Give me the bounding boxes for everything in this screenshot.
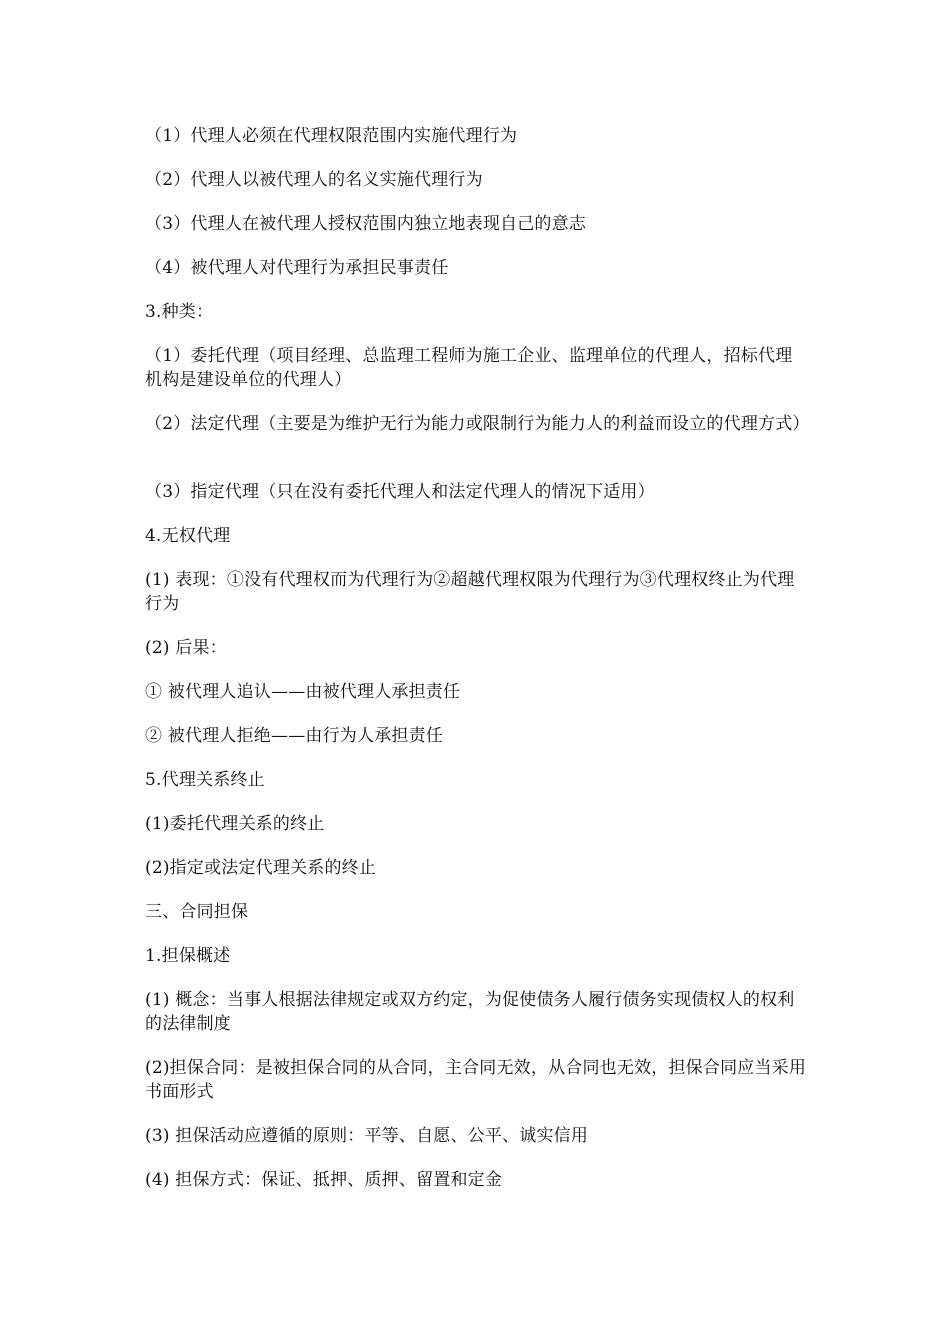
paragraph-manifestation: (1) 表现：①没有代理权而为代理行为②超越代理权限为代理行为③代理权终止为代理行为: [145, 570, 795, 614]
paragraph-entrusted-agency: （1）委托代理（项目经理、总监理工程师为施工企业、监理单位的代理人，招标代理机构是建设单位的代理人）: [145, 346, 793, 390]
paragraph-statutory-agency: （2）法定代理（主要是为维护无行为能力或限制行为能力人的利益而设立的代理方式）: [145, 414, 810, 434]
paragraph-guarantee-contract: (2)担保合同：是被担保合同的从合同，主合同无效，从合同也无效，担保合同应当采用书面形式: [145, 1058, 807, 1102]
section-heading-termination: 5.代理关系终止: [145, 770, 265, 790]
paragraph-designated-agency: （3）指定代理（只在没有委托代理人和法定代理人的情况下适用）: [145, 482, 655, 502]
paragraph-designated-statutory-termination: (2)指定或法定代理关系的终止: [145, 858, 377, 878]
section-heading-guarantee-overview: 1.担保概述: [145, 946, 231, 966]
paragraph-agent-within-authority: （1）代理人必须在代理权限范围内实施代理行为: [145, 126, 518, 146]
document-body: [145, 124, 810, 1212]
section-heading-unauthorized-agency: 4.无权代理: [145, 526, 231, 546]
section-heading-contract-guarantee: 三、合同担保: [145, 902, 249, 922]
paragraph-principal-liability: （4）被代理人对代理行为承担民事责任: [145, 258, 449, 278]
paragraph-agent-independent-will: （3）代理人在被代理人授权范围内独立地表现自己的意志: [145, 214, 587, 234]
paragraph-guarantee-methods: (4) 担保方式：保证、抵押、质押、留置和定金: [145, 1170, 503, 1190]
paragraph-guarantee-concept: (1) 概念：当事人根据法律规定或双方约定，为促使债务人履行债务实现债权人的权利的法律制度: [145, 990, 795, 1034]
paragraph-agent-in-principal-name: （2）代理人以被代理人的名义实施代理行为: [145, 170, 483, 190]
paragraph-refused: ② 被代理人拒绝——由行为人承担责任: [145, 726, 444, 746]
section-heading-types: 3.种类：: [145, 302, 214, 322]
paragraph-entrusted-termination: (1)委托代理关系的终止: [145, 814, 325, 834]
paragraph-consequences: (2) 后果：: [145, 638, 227, 658]
paragraph-guarantee-principles: (3) 担保活动应遵循的原则：平等、自愿、公平、诚实信用: [145, 1126, 589, 1146]
paragraph-ratified: ① 被代理人追认——由被代理人承担责任: [145, 682, 461, 702]
